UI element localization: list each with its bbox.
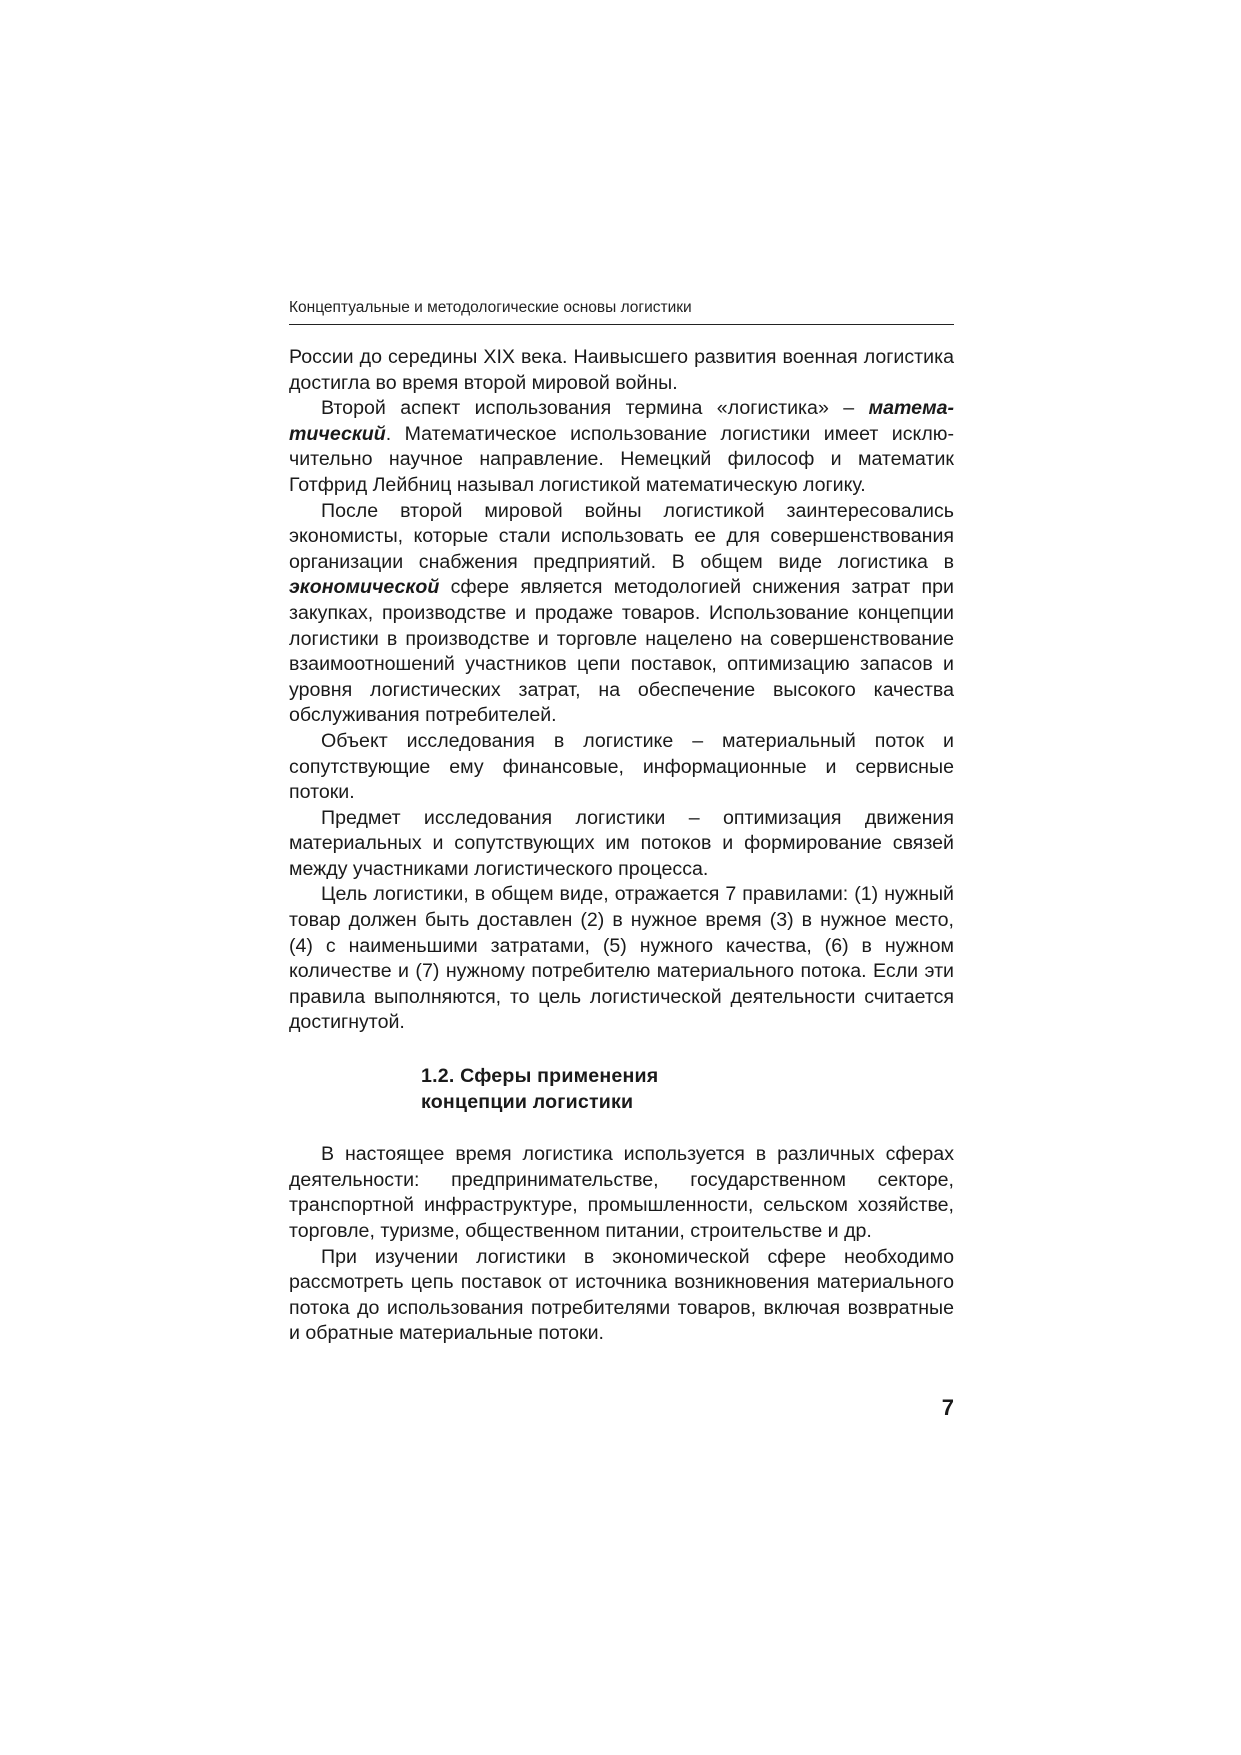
term-mathematical: математический [289,397,954,445]
page-number: 7 [941,1395,954,1420]
running-head: Концептуальные и методологические основы логистики [289,299,692,316]
paragraph-3-text-b: сфере является методологией снижения затрат при закупках, производстве и продаже товаров. Использование концепции логистики в производстве и торговле нацелено на совершенствование взаимоотношений участников цепи поставок, оптимизацию запасов и уровня логистических затрат, на обеспечение высокого качества обслуживания потребителей. [289,576,954,727]
paragraph-6: Цель логистики, в общем виде, отражается 7 правилами: (1) нужный товар должен быть доставлен (2) в нужное время (3) в нужное место, (4) с наименьшими затратами, (5) нужного качества, (6) в нужном количестве и (7) нужному потребителю материального потока. Если эти правила выполняются, то цель логистической деятельности считается достигнутой. [289,883,954,1034]
paragraph-2-text-a: Второй аспект использования термина «логистика» – [321,397,869,420]
section-heading-line-1: 1.2. Сферы применения [421,1065,659,1088]
header-rule [289,324,954,325]
paragraph-5: Предмет исследования логистики – оптимизация движения материальных и сопутствующих им потоков и формирование связей между участниками логистического процесса. [289,806,954,880]
paragraph-7: В настоящее время логистика используется в различных сферах деятельности: предпринимательстве, государственном секторе, транспортной инфраструктуре, промышленности, сельском хозяйстве, торговле, туризме, общественном питании, строительстве и др. [289,1143,954,1242]
paragraph-8: При изучении логистики в экономической сфере необходимо рассмотреть цепь поставок от источника возникновения материального потока до использования потребителями товаров, включая возвратные и обратные материальные потоки. [289,1245,954,1345]
term-economic: экономической [289,576,440,599]
paragraph-2-text-b: . Математическое использование логистики имеет исключительно научное направление. Немецкий философ и математик Готфрид Лейбниц называл логистикой математическую логику. [289,422,954,496]
paragraph-1: России до середины XIX века. Наивысшего развития военная логистика достигла во время второй мировой войны. [289,346,954,394]
paragraph-3-text-a: После второй мировой войны логистикой заинтересовались экономисты, которые стали использовать ее для совершенствования организации снабжения предприятий. В общем виде логистика в [289,499,954,573]
section-heading-line-2: концепции логистики [421,1090,634,1113]
section-heading [289,1064,954,1115]
page-body [289,345,954,1347]
paragraph-4: Объект исследования в логистике – материальный поток и сопутствующие ему финансовые, информационные и сервисные потоки. [289,729,954,804]
paragraph-3 [289,499,954,729]
paragraph-2 [289,396,954,498]
